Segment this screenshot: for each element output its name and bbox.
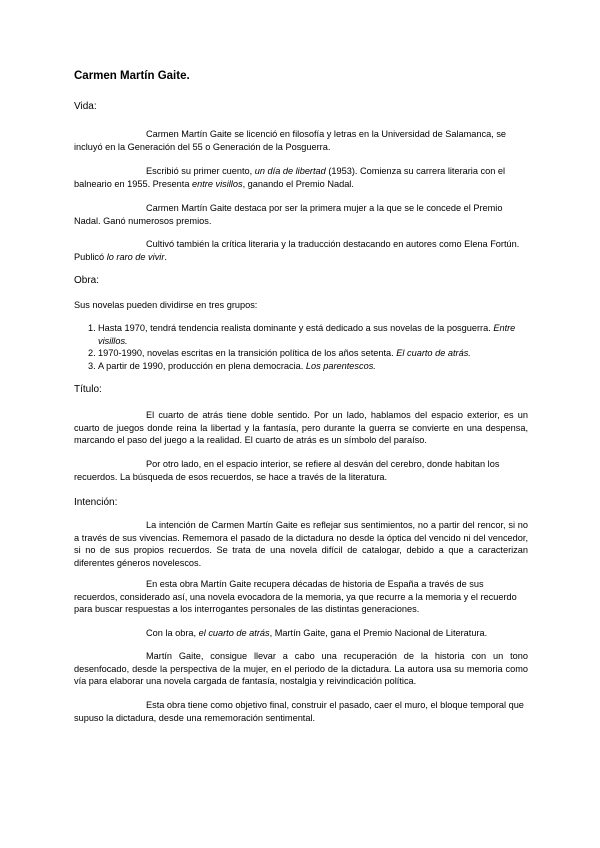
titulo-paragraph-1: El cuarto de atrás tiene doble sentido. Por un lado, hablamos del espacio exterior, es un cuarto de juegos donde reina la libertad y la fantasía, pero durante la guerra se convierte en una despensa, marcando el paso del juego a la realidad. El cuarto de atrás es un símbolo del paraíso. xyxy=(74,410,528,445)
titulo-paragraph-2: Por otro lado, en el espacio interior, se refiere al desván del cerebro, donde habitan los recuerdos. La búsqueda de esos recuerdos, se hace a través de la literatura. xyxy=(74,459,500,482)
vida-paragraph-1: Carmen Martín Gaite se licenció en filosofía y letras en la Universidad de Salamanca, se incluyó en la Generación del 55 o Generación de la Posguerra. xyxy=(74,129,507,152)
intencion-paragraph-4: Martín Gaite, consigue llevar a cabo una recuperación de la historia con un tono desenfocado, desde la perspectiva de la mujer, en el periodo de la dictadura. La autora usa su memoria como vía para elaborar una novela cargada de fantasía, nostalgia y reivindicación política. xyxy=(74,651,528,686)
intencion-paragraph-5: Esta obra tiene como objetivo final, construir el pasado, caer el muro, el bloque temporal que supuso la dictadura, desde una rememoración sentimental. xyxy=(74,700,524,723)
obra-intro: Sus novelas pueden dividirse en tres grupos: xyxy=(74,300,258,310)
list-item: 1. Hasta 1970, tendrá tendencia realista dominante y está dedicado a sus novelas de la posguerra. Entre visillos. xyxy=(88,323,516,346)
section-heading-intencion: Intención: xyxy=(74,497,118,508)
list-item: 2. 1970-1990, novelas escritas en la transición política de los años setenta. El cuarto de atrás. xyxy=(88,348,471,358)
vida-paragraph-3: Carmen Martín Gaite destaca por ser la primera mujer a la que se le concede el Premio Nadal. Ganó numerosos premios. xyxy=(74,203,503,226)
vida-paragraph-2: Escribió su primer cuento, un día de libertad (1953). Comienza su carrera literaria con el balneario en 1955. Presenta entre visillos, ganando el Premio Nadal. xyxy=(74,166,506,189)
obra-groups-list xyxy=(74,322,534,372)
intencion-paragraph-1: La intención de Carmen Martín Gaite es reflejar sus sentimientos, no a partir del rencor, si no a través de sus vivencias. Rememora el pasado de la dictadura no desde la óptica del vencido ni del vencedor, si no de sus propios recuerdos. Se trata de una novela difícil de catalogar, debido a que a caracterizan diferentes géneros novelescos. xyxy=(74,520,528,568)
section-heading-vida: Vida: xyxy=(74,101,97,112)
section-heading-titulo: Título: xyxy=(74,384,102,395)
intencion-paragraph-2: En esta obra Martín Gaite recupera décadas de historia de España a través de sus recuerdos, considerado así, una novela evocadora de la memoria, ya que recurre a la memoria y el recuerdo para buscar respuestas a los interrogantes personales de las distintas generaciones. xyxy=(74,579,517,614)
section-heading-obra: Obra: xyxy=(74,275,100,286)
list-item: 3. A partir de 1990, producción en plena democracia. Los parentescos. xyxy=(88,360,376,371)
vida-paragraph-4: Cultivó también la crítica literaria y la traducción destacando en autores como Elena Fortún. Publicó lo raro de vivir. xyxy=(74,239,520,262)
intencion-paragraph-3: Con la obra, el cuarto de atrás, Martín Gaite, gana el Premio Nacional de Literatura. xyxy=(146,628,488,638)
document-title: Carmen Martín Gaite. xyxy=(74,70,190,82)
